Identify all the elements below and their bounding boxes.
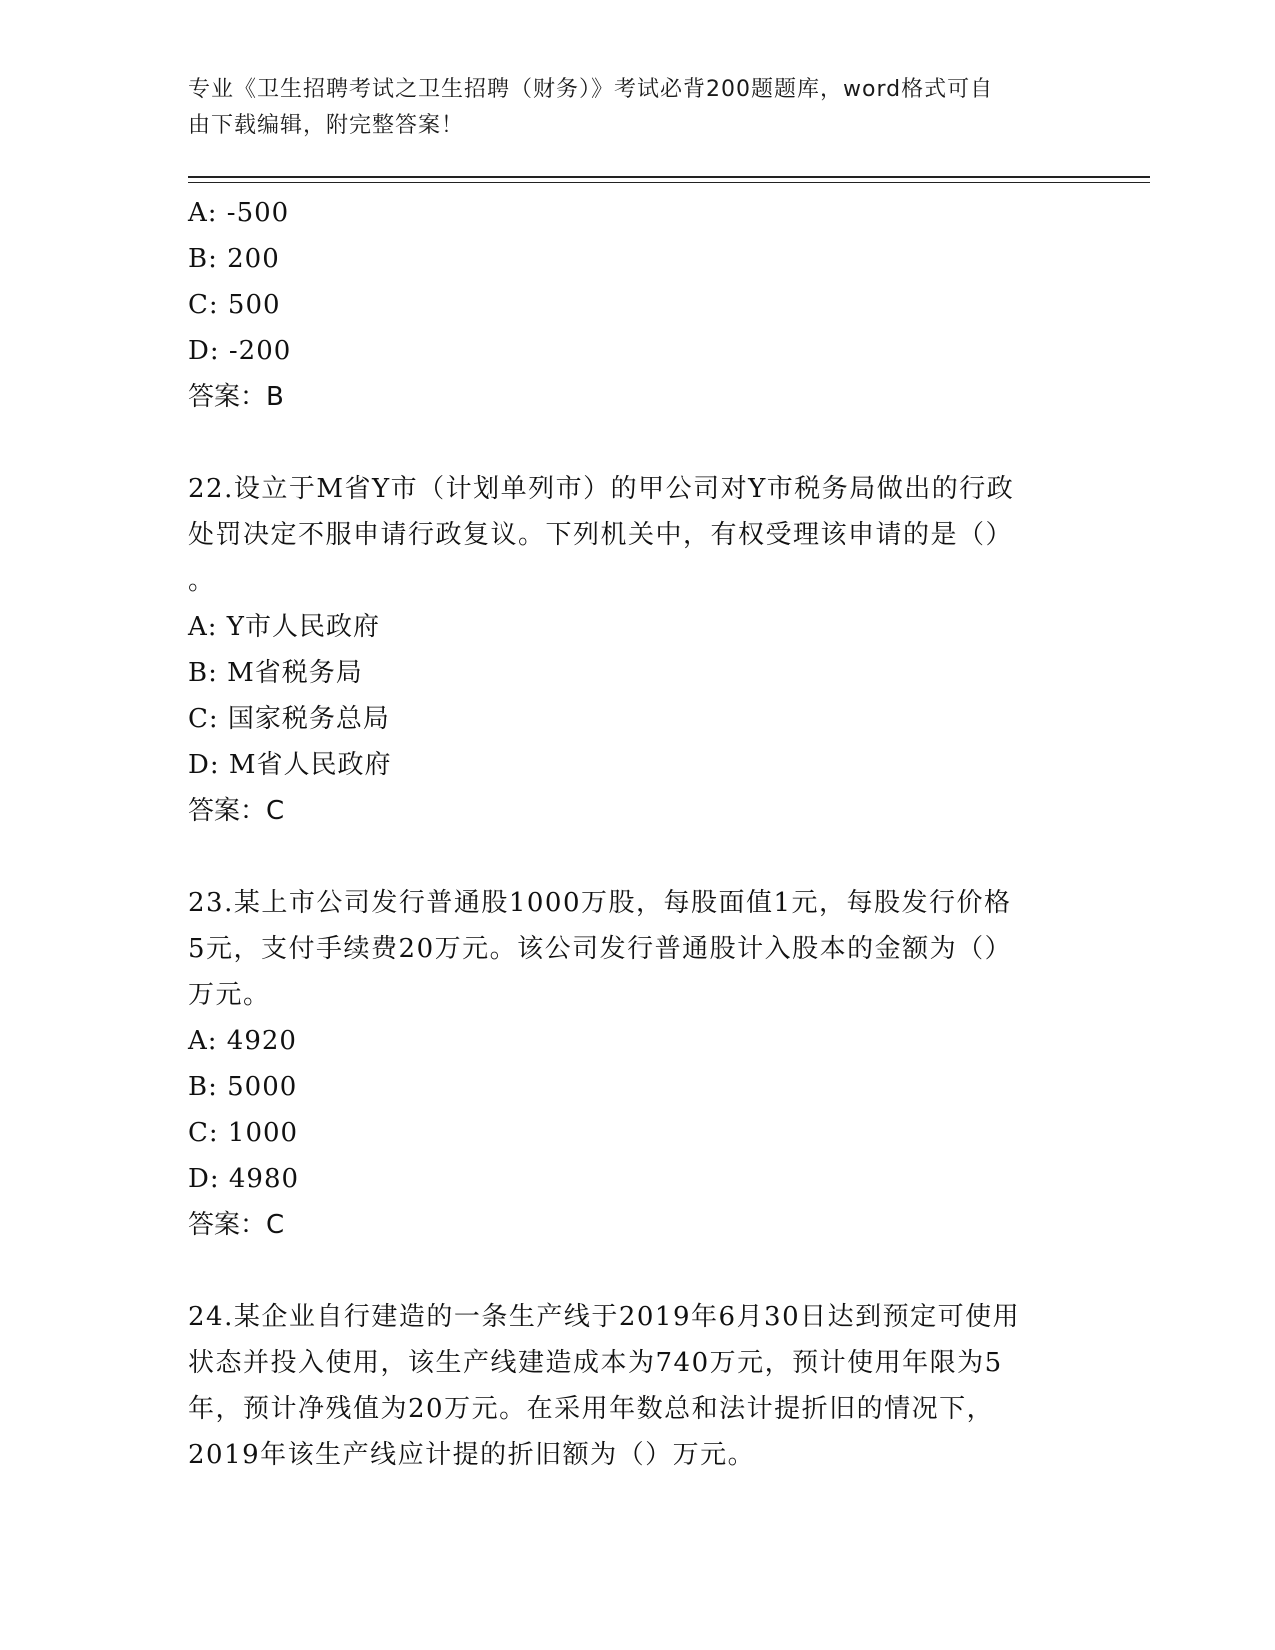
q24-text-line-1: 24.某企业自行建造的一条生产线于2019年6月30日达到预定可使用	[188, 1302, 1021, 1332]
q23-answer: 答案：C	[188, 1210, 285, 1240]
q21-option-d: D: -200	[188, 336, 292, 366]
q22-text-line-3: 。	[188, 566, 216, 596]
q22-answer: 答案：C	[188, 796, 285, 826]
header-rule-thin	[188, 182, 1150, 183]
header-rule-thick	[188, 176, 1150, 178]
q21-option-a: A: -500	[188, 198, 290, 228]
q23-text-line-1: 23.某上市公司发行普通股1000万股，每股面值1元，每股发行价格	[188, 888, 1012, 918]
document-header	[188, 72, 1088, 144]
header-line-2: 由下载编辑，附完整答案！	[188, 113, 465, 138]
question-24	[188, 1294, 1088, 1478]
question-21	[188, 190, 1088, 420]
question-22	[188, 466, 1088, 834]
q21-answer: 答案：B	[188, 382, 284, 412]
q23-option-d: D: 4980	[188, 1164, 300, 1194]
q24-text-line-3: 年，预计净残值为20万元。在采用年数总和法计提折旧的情况下，	[188, 1394, 995, 1424]
q23-option-b: B: 5000	[188, 1072, 298, 1102]
q22-option-c: C: 国家税务总局	[188, 704, 390, 734]
q22-text-line-2: 处罚决定不服申请行政复议。下列机关中，有权受理该申请的是（）	[188, 520, 1014, 550]
q23-option-c: C: 1000	[188, 1118, 299, 1148]
q23-option-a: A: 4920	[188, 1026, 297, 1056]
q23-text-line-3: 万元。	[188, 980, 271, 1010]
q22-option-b: B: M省税务局	[188, 658, 363, 688]
q24-text-line-4: 2019年该生产线应计提的折旧额为（）万元。	[188, 1440, 756, 1470]
header-line-1: 专业《卫生招聘考试之卫生招聘（财务）》考试必背200题题库，word格式可自	[188, 77, 994, 102]
q21-option-b: B: 200	[188, 244, 280, 274]
document-body	[188, 190, 1088, 1478]
spacer	[188, 834, 1088, 880]
q21-option-c: C: 500	[188, 290, 281, 320]
spacer	[188, 420, 1088, 466]
spacer	[188, 1248, 1088, 1294]
question-23	[188, 880, 1088, 1248]
q22-text-line-1: 22.设立于M省Y市（计划单列市）的甲公司对Y市税务局做出的行政	[188, 474, 1015, 504]
q23-text-line-2: 5元，支付手续费20万元。该公司发行普通股计入股本的金额为（）	[188, 934, 1013, 964]
q22-option-d: D: M省人民政府	[188, 750, 392, 780]
q24-text-line-2: 状态并投入使用，该生产线建造成本为740万元，预计使用年限为5	[188, 1348, 1003, 1378]
q22-option-a: A: Y市人民政府	[188, 612, 380, 642]
